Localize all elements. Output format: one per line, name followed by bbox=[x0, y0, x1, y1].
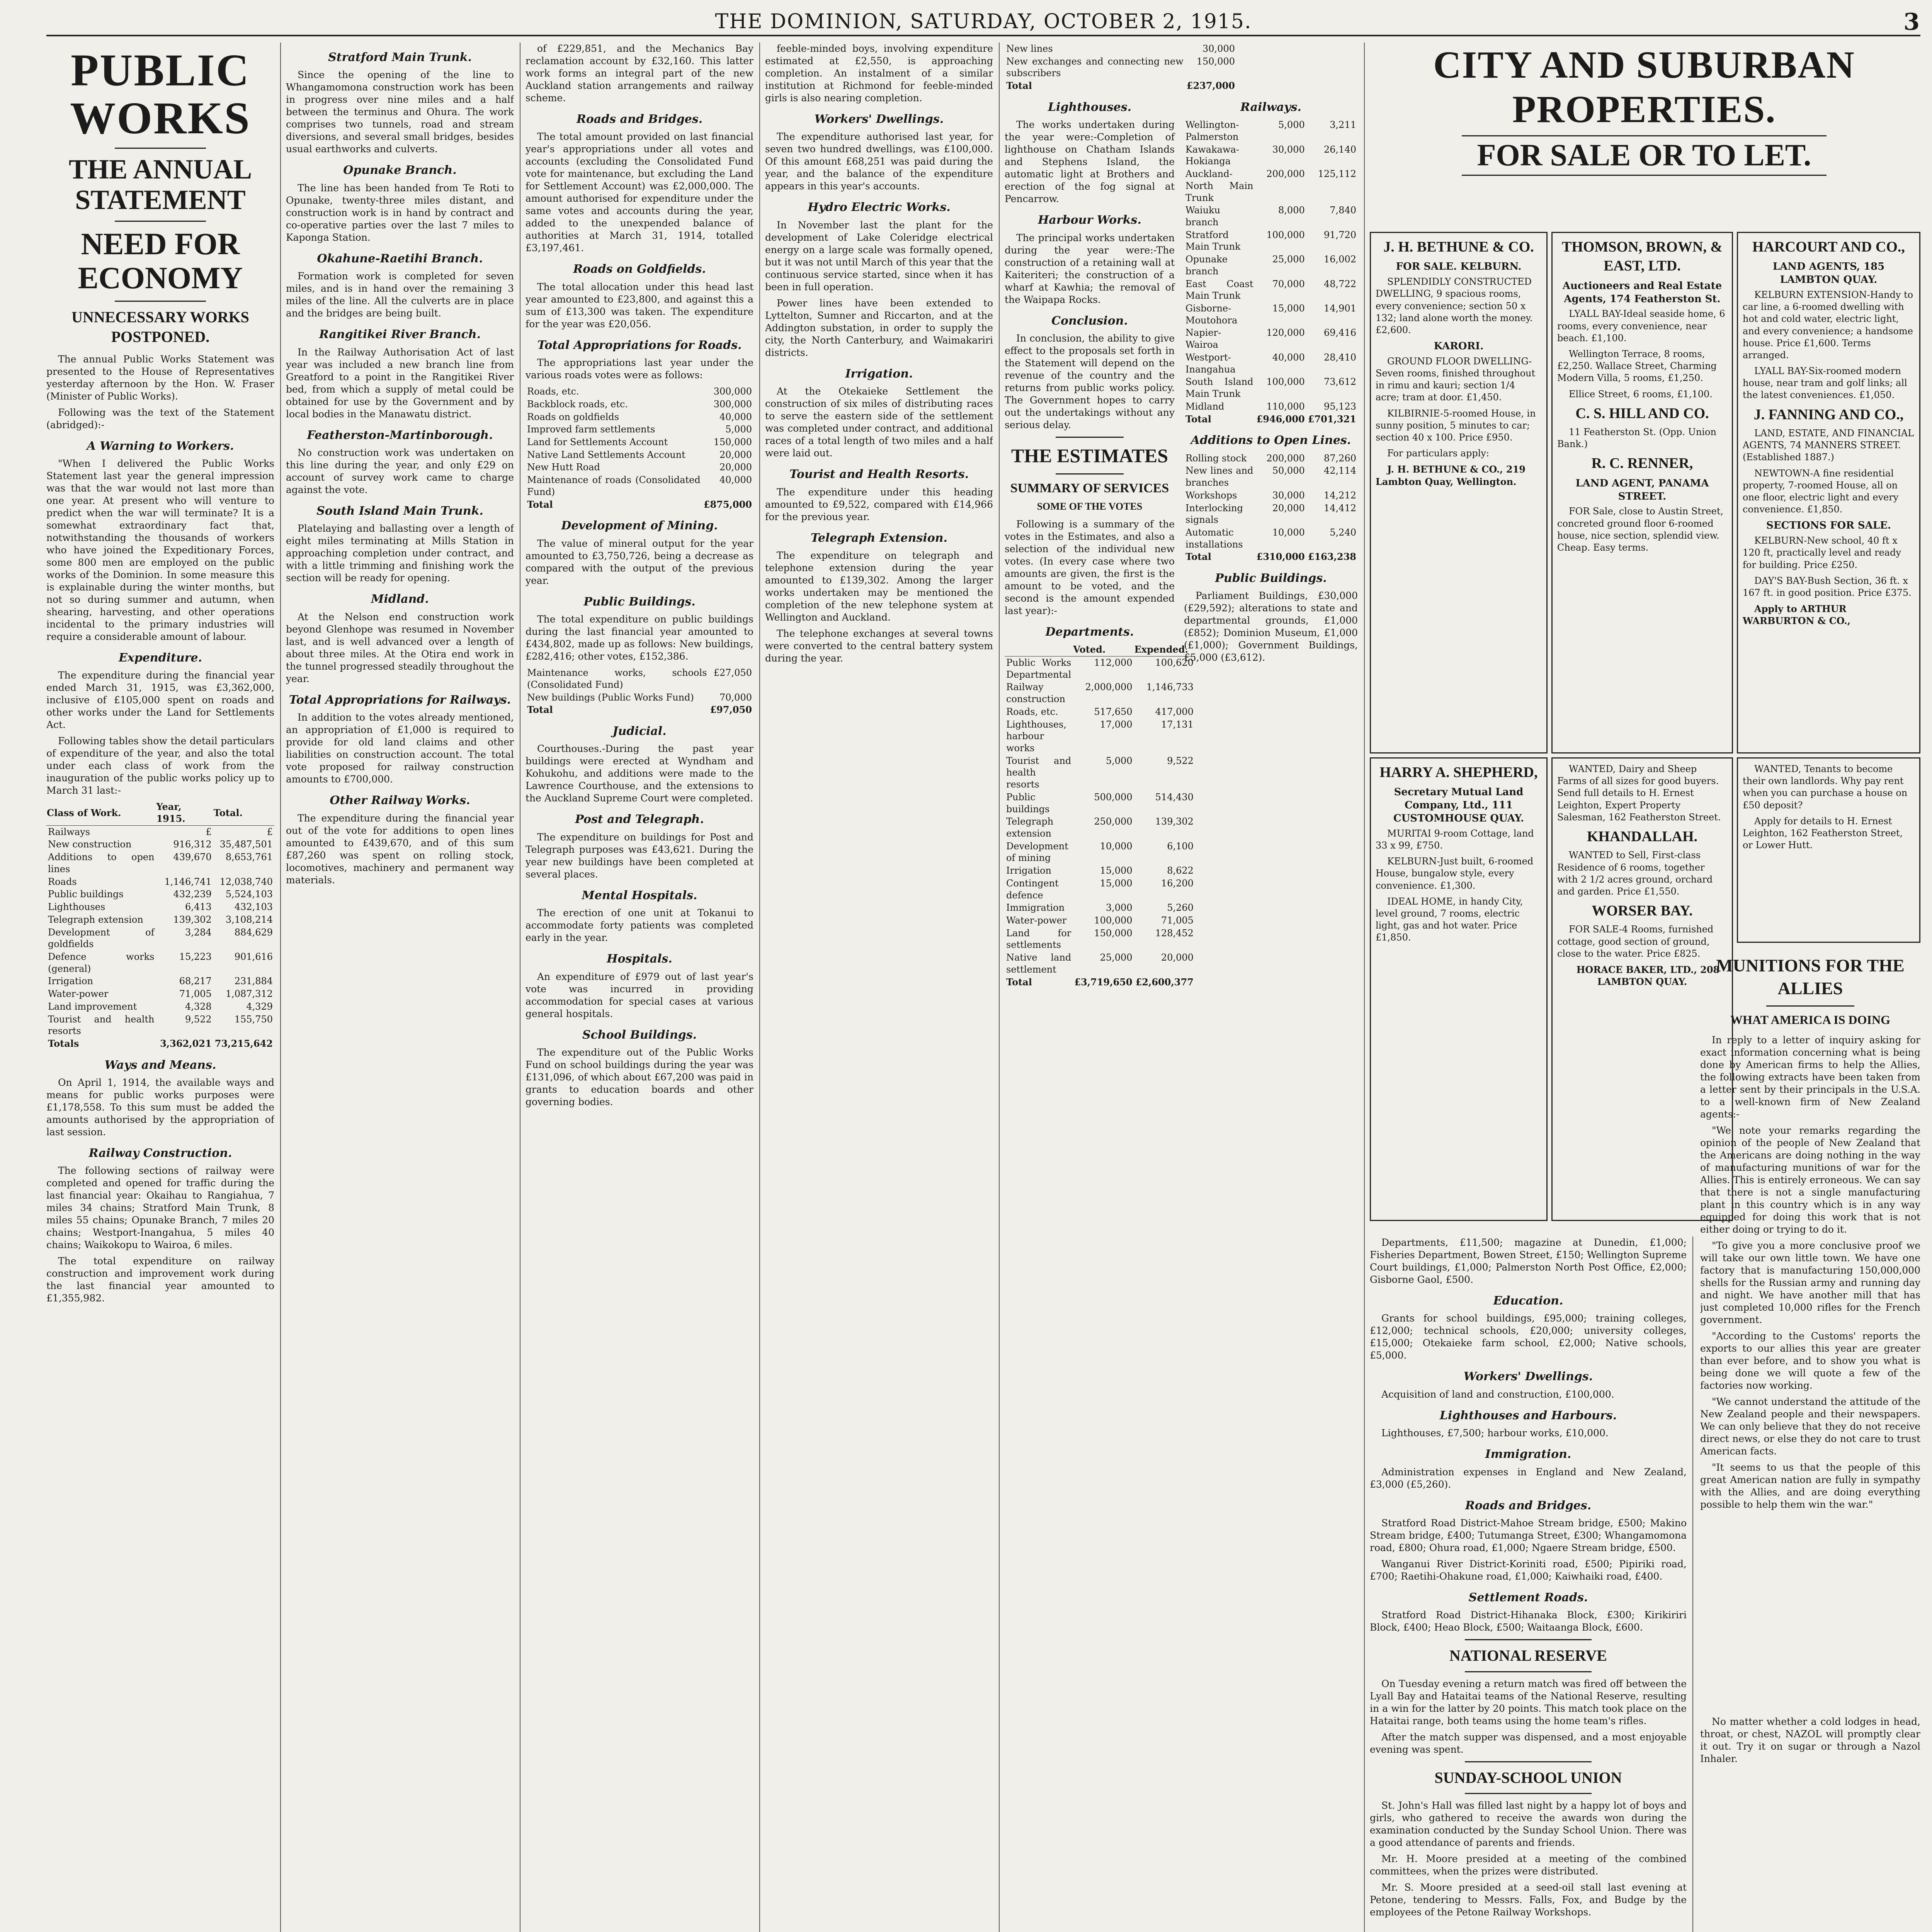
table-row: Improved farm settlements 5,000 bbox=[527, 424, 752, 435]
section-heading: Roads and Bridges. bbox=[1465, 1498, 1592, 1512]
section-heading: Roads and Bridges. bbox=[576, 112, 703, 126]
table-row: Lighthouses 6,413 432,103 bbox=[48, 901, 273, 913]
table-row: Railways £ £ bbox=[48, 826, 273, 837]
divider bbox=[1465, 1639, 1592, 1640]
section-heading: Lighthouses and Harbours. bbox=[1439, 1408, 1617, 1422]
paragraph: The expenditure on telegraph and telephone extension during the year amounted to £139,302. Among the larger works undertaken may be mentioned the completion of the new telephone system at Wellington and Auckland. bbox=[765, 549, 993, 623]
ad-subtitle: Secretary Mutual Land Company, Ltd., 111 CUSTOMHOUSE QUAY. bbox=[1393, 786, 1524, 824]
headline-works-postponed: UNNECESSARY WORKS POSTPONED. bbox=[71, 308, 249, 346]
paragraph: In November last the plant for the development of Lake Coleridge electrical energy on a large scale was formally opened, but it was not until March of this year that the continuous service started, since when it has been in full operation. bbox=[765, 219, 993, 293]
table-row: Railway construction 2,000,000 1,146,733 bbox=[1006, 682, 1194, 705]
paragraph: feeble-minded boys, involving expenditure estimated at £2,550, is approaching completion. An instalment of a similar institution at Richmond for feeble-minded girls is also nearing completion. bbox=[765, 43, 993, 104]
column-rule bbox=[1692, 1236, 1693, 1932]
paragraph: Following tables show the detail particulars of expenditure of the year, and also the total under each class of work from the inauguration of the public works policy up to March 31 last:- bbox=[46, 735, 274, 796]
article-railways bbox=[286, 43, 514, 1932]
ad-title: WORSER BAY. bbox=[1592, 903, 1693, 919]
paragraph: St. John's Hall was filled last night by a happy lot of boys and girls, who gathered to receive the awards won during the examination conducted by the Sunday School Union. There was a good attendance of parents and friends. bbox=[1370, 1799, 1687, 1848]
ad-text: FOR Sale, close to Austin Street, concreted ground floor 6-roomed house, nice section, splendid view. Cheap. Easy terms. bbox=[1557, 506, 1724, 553]
paragraph: The expenditure during the financial year out of the vote for additions to open lines amounted to £439,670, and of this sum £87,260 was spent on rolling stock, locomotives, machinery and permanent way materials. bbox=[286, 812, 514, 886]
table-row: New lines 30,000 bbox=[1006, 43, 1235, 54]
paragraph: In addition to the votes already mentioned, an appropriation of £1,000 is required to provide for old land claims and other liabilities on construction account. The total vote proposed for railway construction amounts to £700,000. bbox=[286, 712, 514, 785]
article-public-works bbox=[46, 43, 274, 1932]
headline-annual-statement: THE ANNUAL STATEMENT bbox=[68, 153, 252, 215]
paragraph: Stratford Road District-Hihanaka Block, £300; Kirikiriri Block, £400; Heao Block, £500; Waitaanga Block, £600. bbox=[1370, 1609, 1687, 1633]
paragraph: Power lines have been extended to Lyttelton, Sumner and Riccarton, and at the Addington substation, in order to supply the city, the North Canterbury, and Waimakariri districts. bbox=[765, 297, 993, 358]
paragraph: Lighthouses, £7,500; harbour works, £10,000. bbox=[1381, 1427, 1609, 1439]
headline-some-votes: SOME OF THE VOTES bbox=[1037, 500, 1143, 512]
table-row: Automatic installations 10,000 5,240 bbox=[1185, 527, 1356, 550]
section-heading: Total Appropriations for Roads. bbox=[537, 338, 742, 352]
paragraph: Grants for school buildings, £95,000; training colleges, £12,000; technical schools, £20,000; university colleges, £15,000; Otekaieke farm school, £2,000; Native schools, £5,000. bbox=[1370, 1313, 1687, 1361]
section-heading: Okahune-Raetihi Branch. bbox=[317, 252, 483, 265]
section-heading: Irrigation. bbox=[845, 367, 913, 381]
section-heading: Conclusion. bbox=[1051, 314, 1128, 328]
section-heading: Lighthouses. bbox=[1048, 100, 1132, 114]
estimates-right bbox=[1184, 92, 1358, 988]
paragraph: The total allocation under this head last year amounted to £23,800, and against this a sum of £13,300 was taken. The expenditure for the year was £20,056. bbox=[526, 281, 753, 330]
ad-text: Wellington Terrace, 8 rooms, £2,250. Wallace Street, Charming Modern Villa, 5 rooms, £1,250. bbox=[1557, 348, 1717, 384]
headline-estimates: THE ESTIMATES bbox=[1011, 445, 1168, 467]
headline-sunday-school: SUNDAY-SCHOOL UNION bbox=[1434, 1769, 1622, 1786]
paragraph: Formation work is completed for seven miles, and is in hand over the remaining 3 miles of the line. All the culverts are in place and the bridges are being built. bbox=[286, 270, 514, 319]
section-heading: Workers' Dwellings. bbox=[814, 112, 944, 126]
paragraph: The following sections of railway were completed and opened for traffic during the last financial year: Okaihau to Rangiahua, 7 miles 34 chains; Stratford Main Trunk, 8 miles 55 chains; Opunake Branch, 7 miles 20 chains; Westport-Inangahua, 5 miles 40 chains; Waikokopu to Wairoa, 6 miles. bbox=[46, 1165, 274, 1251]
departments-table bbox=[1005, 643, 1195, 988]
section-heading: Public Buildings. bbox=[583, 595, 696, 609]
paragraph: In reply to a letter of inquiry asking for exact information concerning what is being done by American firms to help the Allies, the following extracts have been taken from a letter sent by their principals in the U.S.A. to a well-known firm of New Zealand agents:- bbox=[1700, 1034, 1920, 1120]
table-row: Telegraph extension 250,000 139,302 bbox=[1006, 816, 1194, 839]
table-row: Development of mining 10,000 6,100 bbox=[1006, 840, 1194, 864]
section-heading: Education. bbox=[1493, 1294, 1563, 1308]
table-row: Opunake branch 25,000 16,002 bbox=[1185, 254, 1356, 277]
paragraph: On Tuesday evening a return match was fired off between the Lyall Bay and Hataitai teams of the National Reserve, resulting in a win for the latter by 20 points. This match took place on the Hataitai range, both teams using the home team's rifles. bbox=[1370, 1678, 1687, 1726]
paragraph: Acquisition of land and construction, £100,000. bbox=[1381, 1388, 1614, 1400]
section-heading: A Warning to Workers. bbox=[87, 439, 234, 453]
paragraph: Since the opening of the line to Whangamomona construction work has been in progress over nine miles and a half between the terminus and Ohura. The work comprises two tunnels, road and stream diversions, and several small bridges, besides usual earthworks and culverts. bbox=[286, 69, 514, 155]
banner-for-sale: FOR SALE OR TO LET. bbox=[1462, 135, 1827, 176]
ad-text: KILBIRNIE-5-roomed House, in sunny position, 5 minutes to car; section 40 x 100. Price £950. bbox=[1376, 408, 1536, 443]
paragraph: The total expenditure on railway construction and improvement work during the last financial year amounted to £1,355,982. bbox=[46, 1255, 274, 1304]
section-heading: Post and Telegraph. bbox=[575, 813, 704, 827]
ad-text: LYALL BAY-Ideal seaside home, 6 rooms, every convenience, near beach. £1,100. bbox=[1557, 308, 1725, 344]
ad-subtitle: SECTIONS FOR SALE. bbox=[1766, 520, 1891, 532]
estimates-left bbox=[1005, 92, 1194, 988]
table-row: Public buildings 500,000 514,430 bbox=[1006, 791, 1194, 815]
divider bbox=[115, 221, 206, 222]
ad-text: 11 Featherston St. (Opp. Union Bank.) bbox=[1557, 427, 1716, 450]
table-row: Maintenance of roads (Consolidated Fund) 40,000 bbox=[527, 474, 752, 497]
section-heading: Railways. bbox=[1240, 100, 1301, 114]
table-row: Irrigation 68,217 231,884 bbox=[48, 976, 273, 987]
table-row: Totals 3,362,021 73,215,642 bbox=[48, 1037, 273, 1049]
section-heading: Judicial. bbox=[612, 724, 667, 738]
table-row: Tourist and health resorts 9,522 155,750 bbox=[48, 1014, 273, 1037]
ad-subtitle: FOR SALE. KELBURN. bbox=[1396, 261, 1522, 273]
paragraph: The expenditure out of the Public Works Fund on school buildings during the year was £131,096, of which about £67,200 was paid in grants to education boards and other governing bodies. bbox=[526, 1046, 753, 1107]
divider bbox=[115, 148, 206, 149]
table-row: Total £3,719,650 £2,600,377 bbox=[1006, 976, 1194, 988]
ad-subtitle: LAND AGENT, PANAMA STREET. bbox=[1575, 477, 1709, 502]
table-row: Total £310,000 £163,238 bbox=[1185, 551, 1356, 563]
section-heading: Roads on Goldfields. bbox=[573, 262, 706, 276]
paragraph: At the Nelson end construction work beyond Glenhope was resumed in November last, and is well advanced over a length of about three miles. At the Otira end work in the tunnel progressed steadily throughout the year. bbox=[286, 611, 514, 684]
paragraph: "We cannot understand the attitude of the New Zealand people and their newspapers. We can only believe that they do not receive direct news, or else they do not care to trust American facts. bbox=[1700, 1396, 1920, 1457]
roads-appropriations-table bbox=[526, 385, 753, 511]
banner-city-suburban: CITY AND SUBURBAN PROPERTIES. bbox=[1433, 43, 1855, 131]
ad-tenants-wanted bbox=[1737, 757, 1920, 943]
ad-text: IDEAL HOME, in handy City, level ground, 7 rooms, electric light, gas and hot water. Price £1,850. bbox=[1376, 896, 1523, 943]
ad-text: MURITAI 9-room Cottage, land 33 x 99, £750. bbox=[1376, 828, 1534, 851]
paragraph: In the Railway Authorisation Act of last year was included a new branch line from Greatford to a point in the Rangitikei River bed, from which a supply of metal could be obtained for use by the Government and by local bodies in the Manawatu district. bbox=[286, 346, 514, 420]
table-row: Interlocking signals 20,000 14,412 bbox=[1185, 502, 1356, 526]
paragraph: The total expenditure on public buildings during the last financial year amounted to £434,802, made up as follows: New buildings, £282,416; other votes, £152,386. bbox=[526, 614, 753, 662]
table-row: New buildings (Public Works Fund) 70,000 bbox=[527, 692, 752, 703]
section-heading: Other Railway Works. bbox=[330, 794, 470, 808]
headline-public-works: PUBLIC WORKS bbox=[70, 45, 251, 143]
section-heading: Settlement Roads. bbox=[1468, 1590, 1588, 1604]
ad-thomson-brown bbox=[1551, 232, 1733, 753]
section-heading: School Buildings. bbox=[582, 1028, 697, 1042]
ad-text: J. H. BETHUNE & CO., 219 Lambton Quay, Wellington. bbox=[1376, 464, 1526, 487]
ad-text: WANTED, Tenants to become their own landlords. Why pay rent when you can purchase a house on £50 deposit? bbox=[1743, 764, 1908, 811]
section-heading: Additions to Open Lines. bbox=[1190, 434, 1351, 447]
section-heading: Mental Hospitals. bbox=[582, 888, 697, 902]
ad-text: For particulars apply: bbox=[1387, 448, 1490, 459]
column-rule bbox=[1364, 43, 1365, 1932]
table-row: Land for settlements 150,000 128,452 bbox=[1006, 927, 1194, 951]
ad-title: THOMSON, BROWN, & EAST, LTD. bbox=[1562, 239, 1723, 274]
paragraph: of £229,851, and the Mechanics Bay reclamation account by £32,160. This latter work forms an integral part of the new Auckland station arrangements and railway scheme. bbox=[526, 43, 753, 104]
table-row: Gisborne-Moutohora 15,000 14,901 bbox=[1185, 303, 1356, 326]
headline-munitions: MUNITIONS FOR THE ALLIES bbox=[1716, 956, 1905, 998]
table-row: Development of goldfields 3,284 884,629 bbox=[48, 927, 273, 950]
ad-text: FOR SALE-4 Rooms, furnished cottage, good section of ground, close to the water. Price £825. bbox=[1557, 924, 1714, 959]
ad-title: KHANDALLAH. bbox=[1587, 828, 1698, 845]
paragraph: Mr. S. Moore presided at a seed-oil stall last evening at Petone, tendering to Messrs. Falls, Fox, and Budge by the employees of the Petone Railway Workshops. bbox=[1370, 1881, 1687, 1918]
railways-table bbox=[1184, 119, 1358, 425]
table-row: Napier-Wairoa 120,000 69,416 bbox=[1185, 327, 1356, 350]
article-roads-buildings bbox=[526, 43, 753, 1932]
section-heading: Hydro Electric Works. bbox=[808, 201, 951, 214]
section-heading: Expenditure. bbox=[118, 651, 202, 665]
ad-text: KELBURN EXTENSION-Handy to car line, a 6-roomed dwelling with hot and cold water, electric light, and every convenience; a handsome house. Price £1,600. Terms arranged. bbox=[1743, 289, 1913, 361]
table-row: Midland 110,000 95,123 bbox=[1185, 401, 1356, 412]
paragraph: The value of mineral output for the year amounted to £3,750,726, being a decrease as compared with the output of the previous year. bbox=[526, 537, 753, 586]
ad-text: SPLENDIDLY CONSTRUCTED DWELLING, 9 spacious rooms, every convenience; section 50 x 132; land alone worth the money. £2,600. bbox=[1376, 276, 1533, 335]
ad-text: LYALL BAY-Six-roomed modern house, near tram and golf links; all the latest conveniences. £1,050. bbox=[1743, 366, 1907, 401]
table-row: Workshops 30,000 14,212 bbox=[1185, 490, 1356, 501]
table-row: Tourist and health resorts 5,000 9,522 bbox=[1006, 755, 1194, 790]
paragraph: Platelaying and ballasting over a length of eight miles terminating at Mills Station in approaching completion under contract, and with a little trimming and finishing work the section will be ready for opening. bbox=[286, 523, 514, 584]
table-row: Maintenance works, schools (Consolidated Fund) £27,050 bbox=[527, 667, 752, 690]
headline-america: WHAT AMERICA IS DOING bbox=[1730, 1012, 1890, 1027]
divider bbox=[1465, 1761, 1592, 1762]
paragraph: No construction work was undertaken on this line during the year, and only £29 on account of survey work came to charge against the vote. bbox=[286, 447, 514, 495]
section-heading: South Island Main Trunk. bbox=[316, 504, 483, 518]
ad-title: J. FANNING AND CO., bbox=[1753, 406, 1904, 423]
column-rule bbox=[999, 43, 1000, 1932]
paragraph: No matter whether a cold lodges in head, throat, or chest, NAZOL will promptly clear it out. Try it on sugar or through a Nazol Inhaler. bbox=[1700, 1716, 1920, 1764]
paragraph: "To give you a more conclusive proof we will take our own little town. We have one factory that is manufacturing 150,000,000 shells for the Russian army and running day and night. We have another mill that has just completed 10,000 rifles for the French government. bbox=[1700, 1240, 1920, 1325]
table-row: Roads, etc. 300,000 bbox=[527, 386, 752, 397]
table-row: Land improvement 4,328 4,329 bbox=[48, 1001, 273, 1012]
section-heading: Midland. bbox=[371, 592, 429, 606]
divider bbox=[115, 301, 206, 302]
column-rule bbox=[759, 43, 760, 1932]
page-number: 3 bbox=[1903, 9, 1920, 36]
ad-subtitle: Auctioneers and Real Estate Agents, 174 Featherston St. bbox=[1562, 280, 1722, 305]
ad-subtitle: KARORI. bbox=[1434, 340, 1484, 352]
headline-need-economy: NEED FOR ECONOMY bbox=[78, 227, 243, 296]
section-heading: Tourist and Health Resorts. bbox=[789, 468, 969, 481]
table-row: Auckland-North Main Trunk 200,000 125,112 bbox=[1185, 168, 1356, 203]
paragraph: The erection of one unit at Tokanui to accommodate forty patients was completed early in the year. bbox=[526, 907, 753, 944]
section-heading: Workers' Dwellings. bbox=[1463, 1370, 1593, 1384]
table-row: Water-power 100,000 71,005 bbox=[1006, 915, 1194, 926]
table-row: Total £946,000 £701,321 bbox=[1185, 413, 1356, 425]
article-departments bbox=[1370, 1236, 1687, 1932]
section-heading: Ways and Means. bbox=[104, 1058, 216, 1072]
ad-title: HARRY A. SHEPHERD, bbox=[1379, 764, 1538, 781]
property-banner bbox=[1368, 39, 1920, 216]
table-row: Roads on goldfields 40,000 bbox=[527, 411, 752, 422]
ad-subtitle: LAND AGENTS, 185 LAMBTON QUAY. bbox=[1772, 261, 1885, 286]
table-row: Stratford Main Trunk 100,000 91,720 bbox=[1185, 229, 1356, 252]
paragraph: "When I delivered the Public Works Statement last year the general impression was that the war would not last more than one year. At present who will venture to predict when the war will terminate? It is a somewhat extraordinary fact that, notwithstanding the thousands of workers who have joined the Expeditionary Forces, some 800 men are employed on the public works of the Dominion. In some measure this is explainable during the winter months, but not so during summer and autumn, when shearing, harvesting, and other operations incidental to the primary industries will require a considerable amount of labour. bbox=[46, 457, 274, 642]
ad-text: KELBURN-Just built, 6-roomed House, bungalow style, every convenience. £1,300. bbox=[1376, 856, 1534, 891]
headline-summary-services: SUMMARY OF SERVICES bbox=[1010, 481, 1169, 496]
ad-title: R. C. RENNER, bbox=[1591, 455, 1693, 472]
open-lines-table bbox=[1184, 452, 1358, 563]
paragraph: Stratford Road District-Mahoe Stream bridge, £500; Makino Stream bridge, £400; Tutumanga Street, £300; Whangamomona road, £800; Ohura road, £1,000; Ngaere Stream bridge, £500. bbox=[1370, 1517, 1687, 1553]
ad-text: DAY'S BAY-Bush Section, 36 ft. x 167 ft. in good position. Price £375. bbox=[1743, 575, 1912, 598]
paragraph: The line has been handed from Te Roti to Opunake, twenty-three miles distant, and construction work is in hand by contract and co-operative parties over the last 7 miles to Kaponga Station. bbox=[286, 182, 514, 243]
article-estimates bbox=[1005, 43, 1358, 1932]
table-row: Land for Settlements Account 150,000 bbox=[527, 437, 752, 448]
table-row: Total £875,000 bbox=[527, 498, 752, 510]
divider bbox=[1056, 473, 1124, 474]
ad-text: HORACE BAKER, LTD., 208 LAMBTON QUAY. bbox=[1576, 964, 1720, 988]
table-row: New Hutt Road 20,000 bbox=[527, 462, 752, 473]
paragraph: The principal works undertaken during the year were:-The construction of a retaining wall at Kaiteriteri; the construction of a wharf at Kawhia; the removal of the Waipapa Rocks. bbox=[1005, 232, 1175, 305]
paragraph: Wanganui River District-Koriniti road, £500; Pipiriki road, £700; Raetihi-Ohakune road, £1,000; Kaiwhaiki road, £400. bbox=[1370, 1558, 1687, 1582]
table-row: Backblock roads, etc. 300,000 bbox=[527, 398, 752, 410]
paragraph: In conclusion, the ability to give effect to the proposals set forth in the Statement will depend on the revenue of the country and the returns from public works policy. The Government hopes to carry out the undertakings without any serious delay. bbox=[1005, 333, 1175, 431]
paragraph: "According to the Customs' reports the exports to our allies this year are greater than ever before, and to show you what is being done we will quote a few of the factories now working. bbox=[1700, 1330, 1920, 1391]
table-row: Westport-Inangahua 40,000 28,410 bbox=[1185, 352, 1356, 375]
masthead bbox=[46, 8, 1920, 36]
table-row: Irrigation 15,000 8,622 bbox=[1006, 865, 1194, 876]
paragraph: The works undertaken during the year were:-Completion of lighthouse on Chatham Islands and Stephens Island, the automatic light at Brothers and erection of the fog signal at Pencarrow. bbox=[1005, 119, 1175, 205]
paragraph: The expenditure authorised last year, for seven two hundred dwellings, was £100,000. Of this amount £68,251 was paid during the year, and the balance of the expenditure appears in this year's accounts. bbox=[765, 131, 993, 192]
divider bbox=[1766, 1005, 1854, 1007]
paragraph: On April 1, 1914, the available ways and means for public works purposes were £1,178,558. To this sum must be added the amounts authorised by the appropriation of last session. bbox=[46, 1077, 274, 1138]
paragraph: "We note your remarks regarding the opinion of the people of New Zealand that the Americans are doing nothing in the way of manufacturing munitions of war for the Allies. This is entirely erroneous. We can say that there is not a single manufacturing plant in this country which is in any way equipped for doing this work that is not either doing or trying to do it. bbox=[1700, 1124, 1920, 1235]
table-row: Total £237,000 bbox=[1006, 80, 1235, 92]
ad-text: Apply for details to H. Ernest Leighton, 162 Featherston Street, or Lower Hutt. bbox=[1743, 815, 1903, 851]
table-row: Public Works Departmental 112,000 100,620 bbox=[1006, 657, 1194, 680]
divider bbox=[1465, 1793, 1592, 1794]
ad-text: Apply to ARTHUR WARBURTON & CO., bbox=[1743, 603, 1851, 627]
table-row: South Island Main Trunk 100,000 73,612 bbox=[1185, 376, 1356, 400]
table-header: Voted. Expended. bbox=[1005, 643, 1195, 656]
table-row: Native land settlement 25,000 20,000 bbox=[1006, 952, 1194, 975]
article-hydro-irrigation bbox=[765, 43, 993, 1932]
table-row: Total £97,050 bbox=[527, 704, 752, 716]
table-row: Lighthouses, harbour works 17,000 17,131 bbox=[1006, 719, 1194, 753]
section-heading: Immigration. bbox=[1485, 1447, 1571, 1461]
table-row: Waiuku branch 8,000 7,840 bbox=[1185, 205, 1356, 228]
paragraph: Departments, £11,500; magazine at Dunedin, £1,000; Fisheries Department, Bowen Street, £150; Wellington Supreme Court buildings, £1,000; Palmerston North Post Office, £2,000; Gisborne Gaol, £500. bbox=[1370, 1237, 1687, 1285]
estimates-columns bbox=[1005, 92, 1358, 988]
paragraph: Administration expenses in England and New Zealand, £3,000 (£5,260). bbox=[1370, 1466, 1687, 1490]
section-heading: Harbour Works. bbox=[1038, 213, 1141, 227]
ad-bethune bbox=[1370, 232, 1548, 753]
section-heading: Departments. bbox=[1045, 625, 1134, 639]
divider bbox=[1465, 1671, 1592, 1672]
table-row: Defence works (general) 15,223 901,616 bbox=[48, 951, 273, 974]
table-row: Telegraph extension 139,302 3,108,214 bbox=[48, 914, 273, 925]
table-row: Native Land Settlements Account 20,000 bbox=[527, 449, 752, 460]
table-row: New construction 916,312 35,487,501 bbox=[48, 839, 273, 850]
ad-text: NEWTOWN-A fine residential property, 7-roomed House, all on one floor, electric light and every convenience. £1,850. bbox=[1743, 468, 1899, 515]
ad-text: GROUND FLOOR DWELLING-Seven rooms, finished throughout in rimu and kauri; section 1/4 acre; tram at door. £1,450. bbox=[1376, 355, 1536, 403]
table-row: Contingent defence 15,000 16,200 bbox=[1006, 878, 1194, 901]
paragraph: "It seems to us that the people of this great American nation are fully in sympathy with the Allies, and are doing everything possible to help them win the war." bbox=[1700, 1461, 1920, 1510]
paragraph: Courthouses.-During the past year buildings were erected at Wyndham and Kohukohu, and additions were made to the Lawrence Courthouse, and the extensions to the Auckland Supreme Court were completed. bbox=[526, 743, 753, 804]
ad-text: WANTED to Sell, First-class Residence of 6 rooms, together with 2 1/2 acres ground, orchard and garden. Price £1,550. bbox=[1557, 850, 1713, 897]
ad-title: C. S. HILL AND CO. bbox=[1575, 405, 1709, 422]
section-heading: Hospitals. bbox=[607, 952, 672, 966]
table-row: Water-power 71,005 1,087,312 bbox=[48, 988, 273, 1000]
table-row: Kawakawa-Hokianga 30,000 26,140 bbox=[1185, 144, 1356, 167]
paragraph: The expenditure during the financial year ended March 31, 1915, was £3,362,000, inclusive of £105,000 spent on roads and other works under the Land for Settlements Act. bbox=[46, 670, 274, 731]
table-row: East Coast Main Trunk 70,000 48,722 bbox=[1185, 278, 1356, 301]
section-heading: Rangitikei River Branch. bbox=[319, 328, 481, 342]
paragraph: After the match supper was dispensed, and a most enjoyable evening was spent. bbox=[1370, 1731, 1687, 1755]
headline-national-reserve: NATIONAL RESERVE bbox=[1449, 1647, 1607, 1665]
paragraph: The total amount provided on last financial year's appropriations under all votes and accounts (excluding the Consolidated Fund vote for maintenance, but excluding the Land for Settlement Account) was £2,000,000. The amount authorised for expenditure under the same votes and accounts during the year, added to the unexpended balance of authorities at March 31, 1914, totalled £3,197,461. bbox=[526, 131, 753, 254]
ad-shepherd bbox=[1370, 757, 1548, 1221]
divider bbox=[1056, 437, 1124, 438]
paragraph: Following is a summary of the votes in the Estimates, and also a selection of the individual new votes. (In every case where two amounts are given, the first is the amount to be voted, and the second is the amount expended last year):- bbox=[1005, 518, 1175, 616]
ad-title: J. H. BETHUNE & CO. bbox=[1383, 239, 1534, 255]
table-row: Roads, etc. 517,650 417,000 bbox=[1006, 706, 1194, 717]
section-heading: Railway Construction. bbox=[88, 1146, 232, 1160]
paragraph: The appropriations last year under the various roads votes were as follows: bbox=[526, 357, 753, 381]
telegraph-table bbox=[1005, 43, 1236, 92]
section-heading: Telegraph Extension. bbox=[811, 531, 947, 545]
ad-text: Ellice Street, 6 rooms, £1,100. bbox=[1569, 388, 1713, 400]
paragraph: The annual Public Works Statement was presented to the House of Representatives yesterday afternoon by the Hon. W. Fraser (Minister of Public Works). bbox=[46, 353, 274, 402]
paragraph: The telephone exchanges at several towns were converted to the central battery system during the year. bbox=[765, 628, 993, 664]
paragraph: An expenditure of £979 out of last year's vote was incurred in providing accommodation for special cases at various general hospitals. bbox=[526, 971, 753, 1019]
ad-title: HARCOURT AND CO., bbox=[1752, 239, 1905, 255]
paragraph: Parliament Buildings, £30,000 (£29,592); alterations to state and departmental grounds, £1,000 (£852); Dominion Museum, £1,000 (£1,000); Government Buildings, £5,000 (£3,612). bbox=[1184, 590, 1358, 663]
table-row: Wellington-Palmerston 5,000 3,211 bbox=[1185, 119, 1356, 142]
table-row: Public buildings 432,239 5,524,103 bbox=[48, 889, 273, 900]
paragraph: Mr. H. Moore presided at a meeting of the combined committees, when the prizes were distributed. bbox=[1370, 1853, 1687, 1877]
table-row: Immigration 3,000 5,260 bbox=[1006, 902, 1194, 913]
ad-text: WANTED, Dairy and Sheep Farms of all sizes for good buyers. Send full details to H. Ernest Leighton, Expert Property Salesman, 162 Featherston Street. bbox=[1557, 764, 1721, 823]
table-row: New lines and branches 50,000 42,114 bbox=[1185, 465, 1356, 488]
paragraph: The expenditure under this heading amounted to £9,522, compared with £14,966 for the previous year. bbox=[765, 486, 993, 522]
table-header: Class of Work. Year, 1915. Total. bbox=[46, 801, 274, 825]
section-heading: Stratford Main Trunk. bbox=[328, 51, 472, 64]
buildings-table bbox=[526, 667, 753, 716]
section-heading: Featherston-Martinborough. bbox=[307, 428, 493, 442]
table-row: Roads 1,146,741 12,038,740 bbox=[48, 876, 273, 887]
section-heading: Public Buildings. bbox=[1215, 571, 1327, 585]
ad-harcourt bbox=[1737, 232, 1920, 753]
article-munitions bbox=[1700, 951, 1920, 1932]
spacer bbox=[1700, 1515, 1920, 1716]
table-row: New exchanges and connecting new subscribers 150,000 bbox=[1006, 56, 1235, 79]
section-heading: Opunake Branch. bbox=[343, 163, 457, 177]
table-row: Rolling stock 200,000 87,260 bbox=[1185, 452, 1356, 464]
section-heading: Development of Mining. bbox=[561, 519, 718, 533]
paragraph: At the Otekaieke Settlement the construction of six miles of distributing races to serve the eastern side of the settlement was completed under contract, and additional races of a total length of two miles and a half were laid out. bbox=[765, 386, 993, 459]
table-row: Additions to open lines 439,670 8,653,761 bbox=[48, 852, 273, 874]
ad-text: LAND, ESTATE, AND FINANCIAL AGENTS, 74 MANNERS STREET. (Established 1887.) bbox=[1743, 428, 1914, 463]
section-heading: Total Appropriations for Railways. bbox=[289, 693, 511, 707]
column-rule bbox=[280, 43, 281, 1932]
ad-text: KELBURN-New school, 40 ft x 120 ft, practically level and ready for building. Price £250. bbox=[1743, 535, 1901, 570]
paragraph: Following was the text of the Statement (abridged):- bbox=[46, 406, 274, 430]
expenditure-table bbox=[46, 801, 274, 1050]
masthead-title: THE DOMINION, SATURDAY, OCTOBER 2, 1915. bbox=[715, 10, 1252, 33]
paragraph: The expenditure on buildings for Post and Telegraph purposes was £43,621. During the year new buildings have been completed at several places. bbox=[526, 831, 753, 880]
